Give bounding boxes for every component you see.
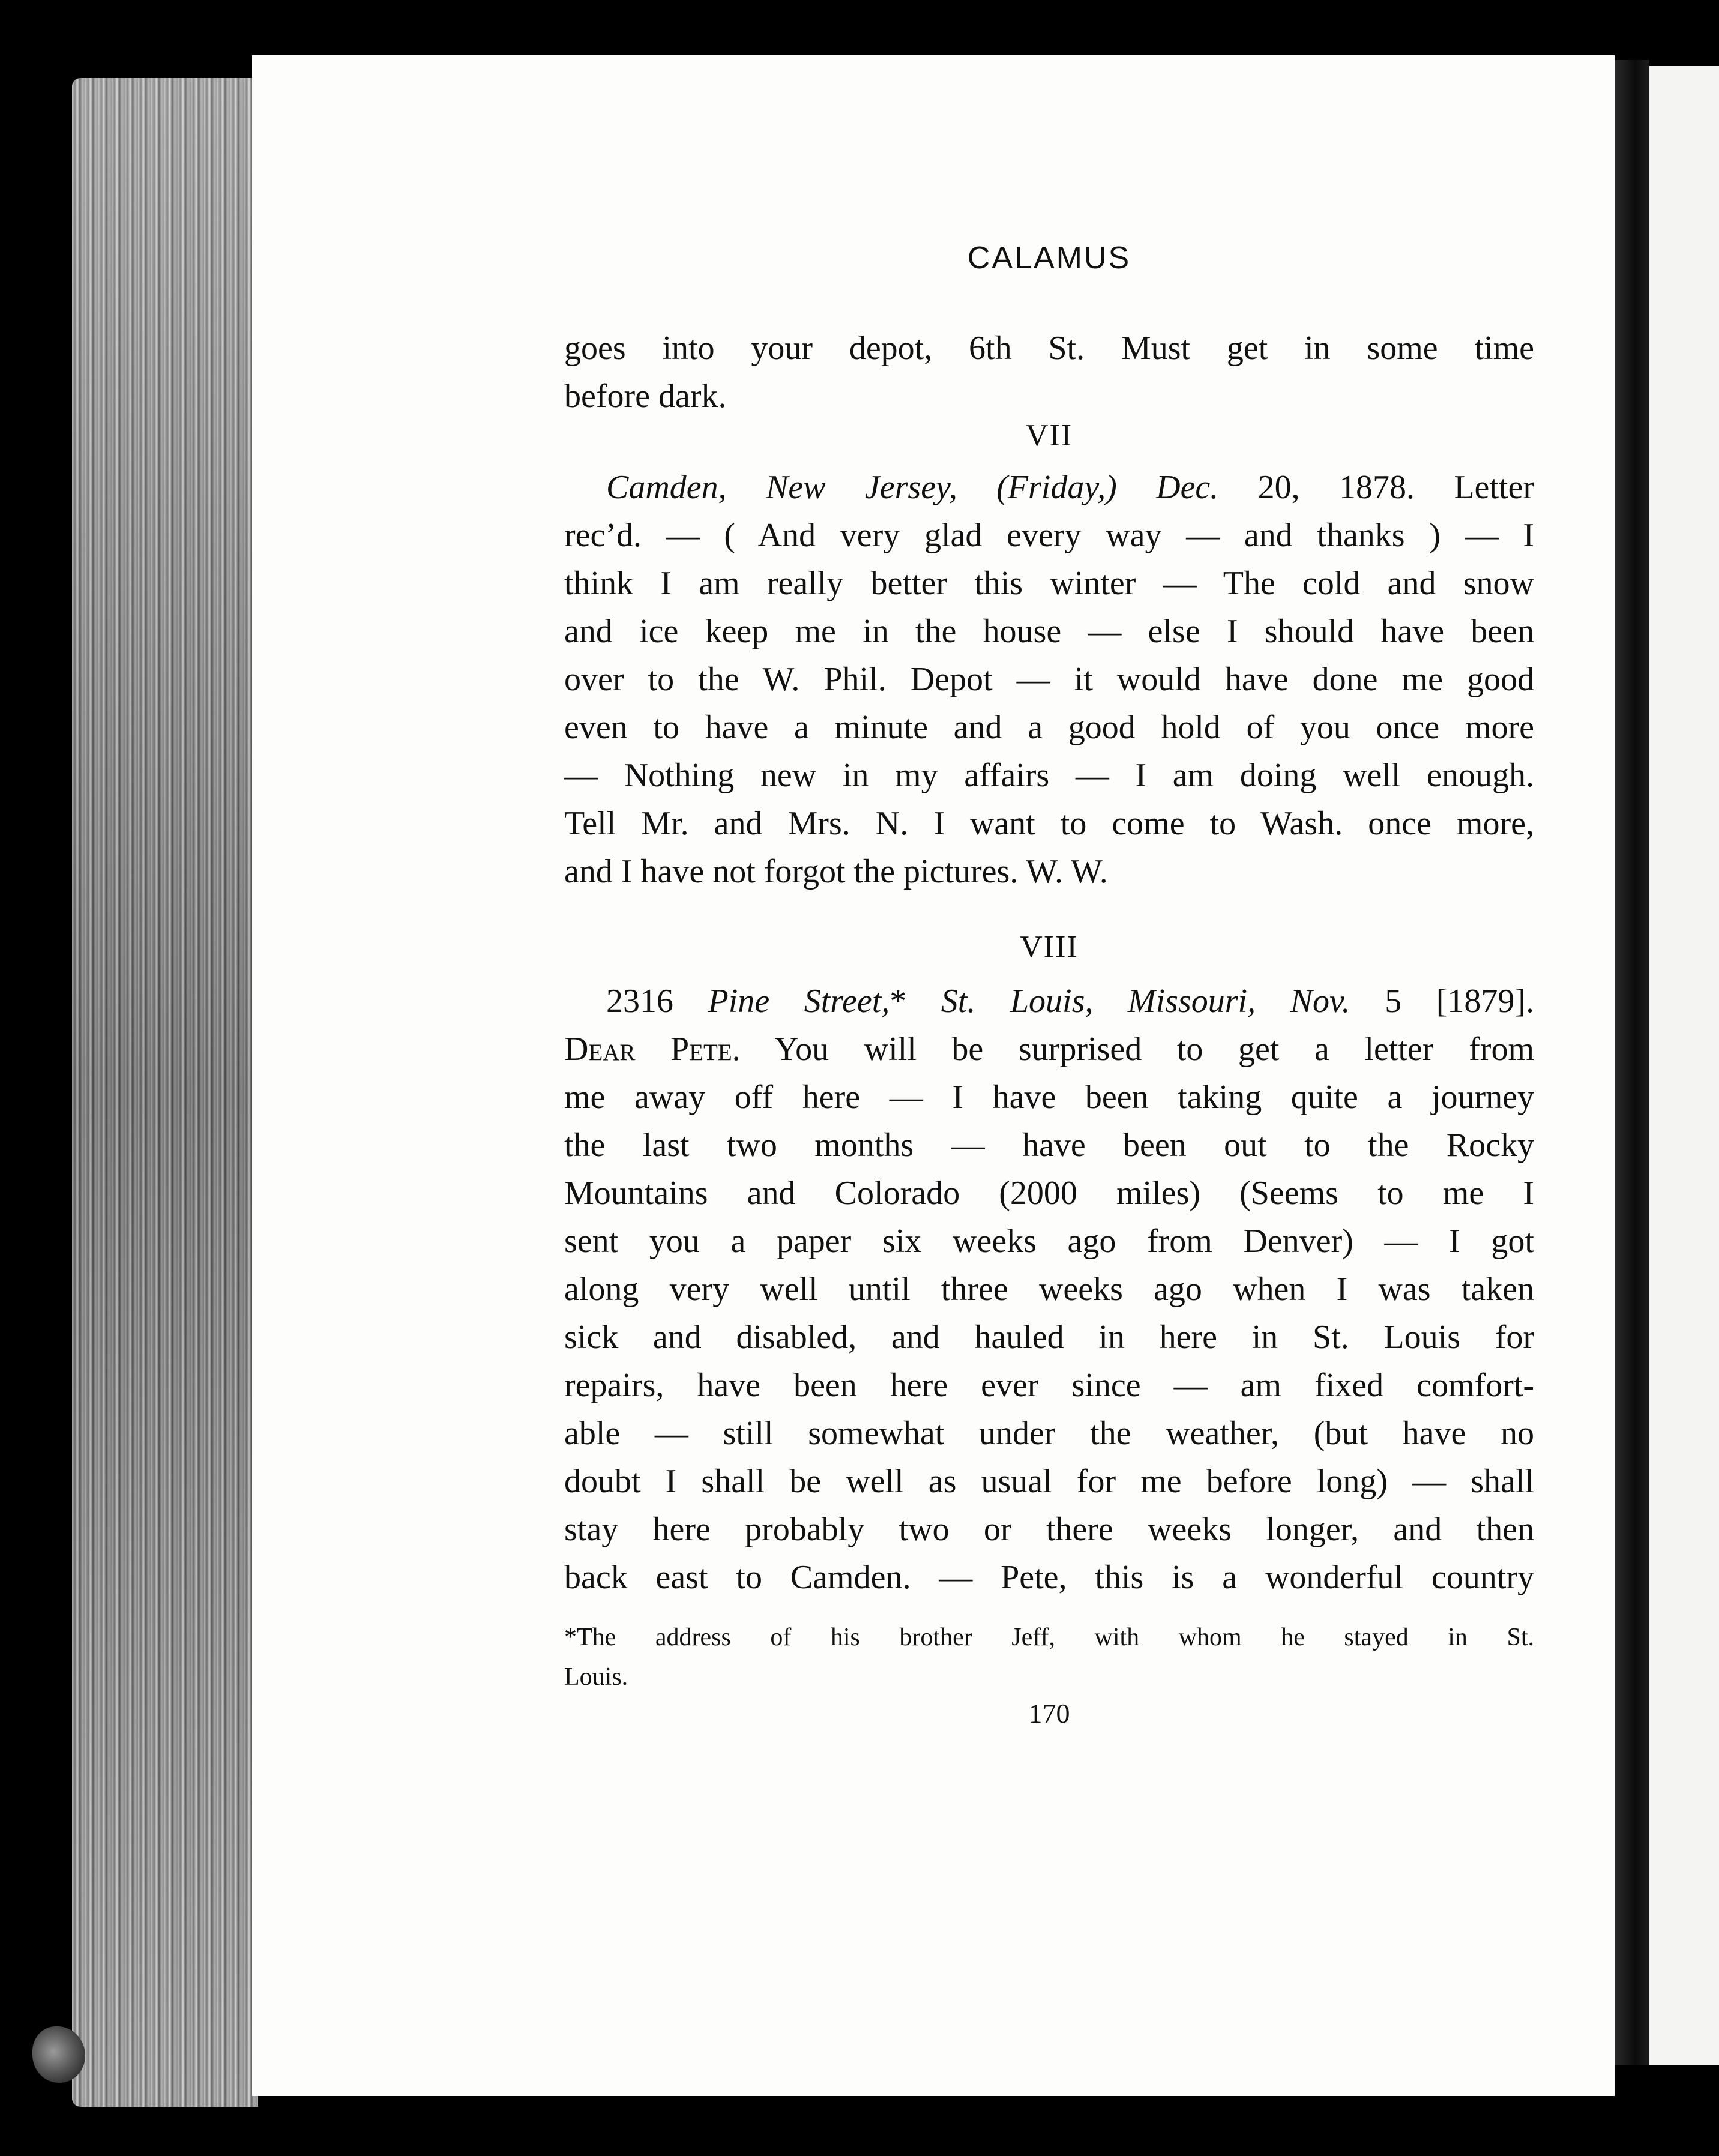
letter-viii-line: stay here probably two or there weeks longer, and then	[564, 1511, 1534, 1548]
letter-viii-line: back east to Camden. — Pete, this is a wonderful country	[564, 1559, 1534, 1596]
letter-vii-line: — Nothing new in my affairs — I am doing well enough.	[564, 757, 1534, 794]
section-number-viii: VIII	[1020, 930, 1079, 964]
letter-vii-line: Tell Mr. and Mrs. N. I want to come to Wash. once more,	[564, 805, 1534, 842]
letter-viii-line: the last two months — have been out to the Rocky	[564, 1127, 1534, 1164]
letter-viii-line: repairs, have been here ever since — am fixed comfort-	[564, 1367, 1534, 1404]
letter-vii-first-word: Letter	[1414, 469, 1534, 506]
footnote-line-1: *The address of his brother Jeff, with whom he stayed in St.	[564, 1624, 1534, 1651]
running-head: CALAMUS	[967, 241, 1131, 276]
letter-viii-year: 5 [1879].	[1350, 983, 1535, 1020]
letter-viii-salutation-line	[564, 1030, 1534, 1068]
letter-vii-heading	[564, 468, 1534, 507]
letter-vii-year: 20, 1878.	[1218, 469, 1415, 506]
paper-stain	[32, 2026, 85, 2083]
letter-vii-line: over to the W. Phil. Depot — it would have done me good	[564, 661, 1534, 698]
letter-vii-line: rec’d. — ( And very glad every way — and thanks ) — I	[564, 517, 1534, 554]
letter-viii-line: along very well until three weeks ago when I was taken	[564, 1271, 1534, 1308]
letter-viii-street-number: 2316	[606, 983, 708, 1020]
continuation-line-2: before dark.	[564, 378, 727, 415]
book-page-edges	[72, 78, 258, 2107]
footnote-marker: *	[890, 983, 941, 1020]
letter-viii-line: me away off here — I have been taking quite a journey	[564, 1079, 1534, 1116]
letter-viii-line: sent you a paper six weeks ago from Denver) — I got	[564, 1223, 1534, 1260]
letter-vii-line: think I am really better this winter — The cold and snow	[564, 565, 1534, 602]
letter-vii-place-date: Camden, New Jersey, (Friday,) Dec.	[606, 469, 1219, 506]
adjacent-page-sliver	[1649, 66, 1719, 2065]
book-gutter	[1615, 60, 1649, 2065]
page-number: 170	[1028, 1698, 1070, 1729]
letter-vii-line: even to have a minute and a good hold of you once more	[564, 709, 1534, 746]
continuation-line-1: goes into your depot, 6th St. Must get in some time	[564, 330, 1534, 367]
letter-vii-line: and ice keep me in the house — else I should have been	[564, 613, 1534, 650]
footnote-line-2: Louis.	[564, 1663, 628, 1691]
letter-viii-first-line: You will be surprised to get a letter from	[740, 1031, 1535, 1068]
letter-viii-line: doubt I shall be well as usual for me before long) — shall	[564, 1463, 1534, 1500]
letter-viii-line: sick and disabled, and hauled in here in St. Louis for	[564, 1319, 1534, 1356]
letter-vii-signature-line: and I have not forgot the pictures. W. W.	[564, 853, 1108, 890]
letter-viii-line: Mountains and Colorado (2000 miles) (Seems to me I	[564, 1175, 1534, 1212]
letter-viii-address	[564, 982, 1534, 1020]
page-edges-shading	[72, 78, 258, 2107]
letter-viii-salutation: Dear Pete.	[564, 1031, 741, 1068]
section-number-vii: VII	[1025, 418, 1073, 453]
letter-viii-line: able — still somewhat under the weather, (but have no	[564, 1415, 1534, 1452]
letter-viii-city-date: St. Louis, Missouri, Nov.	[941, 983, 1350, 1020]
letter-viii-street: Pine Street,	[708, 983, 890, 1020]
